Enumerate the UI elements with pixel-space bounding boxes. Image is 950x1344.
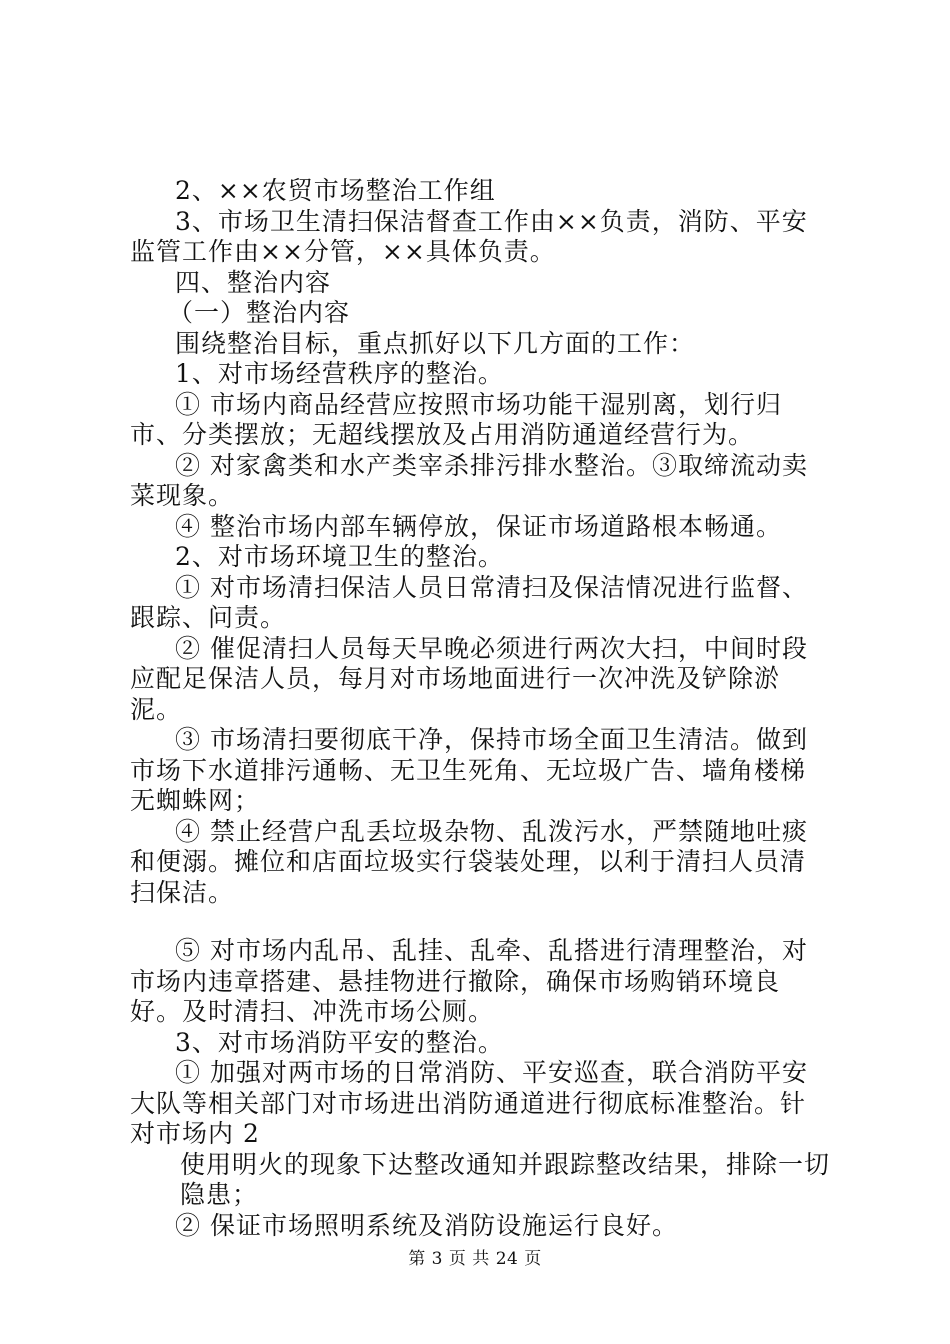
section-heading-4: 四、整治内容 <box>175 267 332 297</box>
item-2-2: ② 催促清扫人员每天早晚必须进行两次大扫，中间时段应配足保洁人员，每月对市场地面进行一次冲洗及铲除淤泥。 <box>130 633 808 724</box>
page-footer: 第 3 页 共 24 页 <box>408 1249 542 1269</box>
paragraph-2: 3、市场卫生清扫保洁督查工作由××负责，消防、平安监管工作由××分管，××具体负责。 <box>130 206 808 266</box>
paragraph-1: 2、××农贸市场整治工作组 <box>175 176 496 205</box>
paragraph-intro: 围绕整治目标，重点抓好以下几方面的工作： <box>175 328 696 358</box>
item-2-1: ① 对市场清扫保洁人员日常清扫及保洁情况进行监督、跟踪、问责。 <box>130 572 808 632</box>
paragraph-gap <box>130 908 830 936</box>
item-heading-2: 2、对市场环境卫生的整治。 <box>175 542 504 571</box>
item-2-4: ④ 禁止经营户乱丢垃圾杂物、乱泼污水，严禁随地吐痰和便溺。摊位和店面垃圾实行袋装处理，以利于清扫人员清扫保洁。 <box>130 816 808 907</box>
item-2-5: ⑤ 对市场内乱吊、乱挂、乱牵、乱搭进行清理整治，对市场内违章搭建、悬挂物进行撤除，确保市场购销环境良好。及时清扫、冲洗市场公厕。 <box>130 936 808 1026</box>
subsection-heading-1: （一）整治内容 <box>168 298 351 327</box>
item-3-1-continued: 使用明火的现象下达整改通知并跟踪整改结果，排除一切隐患； <box>180 1149 831 1209</box>
item-1-4: ④ 整治市场内部车辆停放，保证市场道路根本畅通。 <box>175 511 782 541</box>
document-body <box>130 176 830 1241</box>
item-1-1: ① 市场内商品经营应按照市场功能干湿别离，划行归市、分类摆放；无超线摆放及占用消防通道经营行为。 <box>130 389 782 449</box>
item-heading-3: 3、对市场消防平安的整治。 <box>175 1027 504 1057</box>
item-3-1: ① 加强对两市场的日常消防、平安巡查，联合消防平安大队等相关部门对市场进出消防通道进行彻底标准整治。针对市场内 2 <box>130 1058 808 1148</box>
item-1-2: ② 对家禽类和水产类宰杀排污排水整治。③取缔流动卖菜现象。 <box>130 450 808 510</box>
item-heading-1: 1、对市场经营秩序的整治。 <box>175 359 504 388</box>
item-2-3: ③ 市场清扫要彻底干净，保持市场全面卫生清洁。做到市场下水道排污通畅、无卫生死角、无垃圾广告、墙角楼梯无蜘蛛网； <box>130 725 808 815</box>
item-3-2: ② 保证市场照明系统及消防设施运行良好。 <box>175 1210 678 1240</box>
